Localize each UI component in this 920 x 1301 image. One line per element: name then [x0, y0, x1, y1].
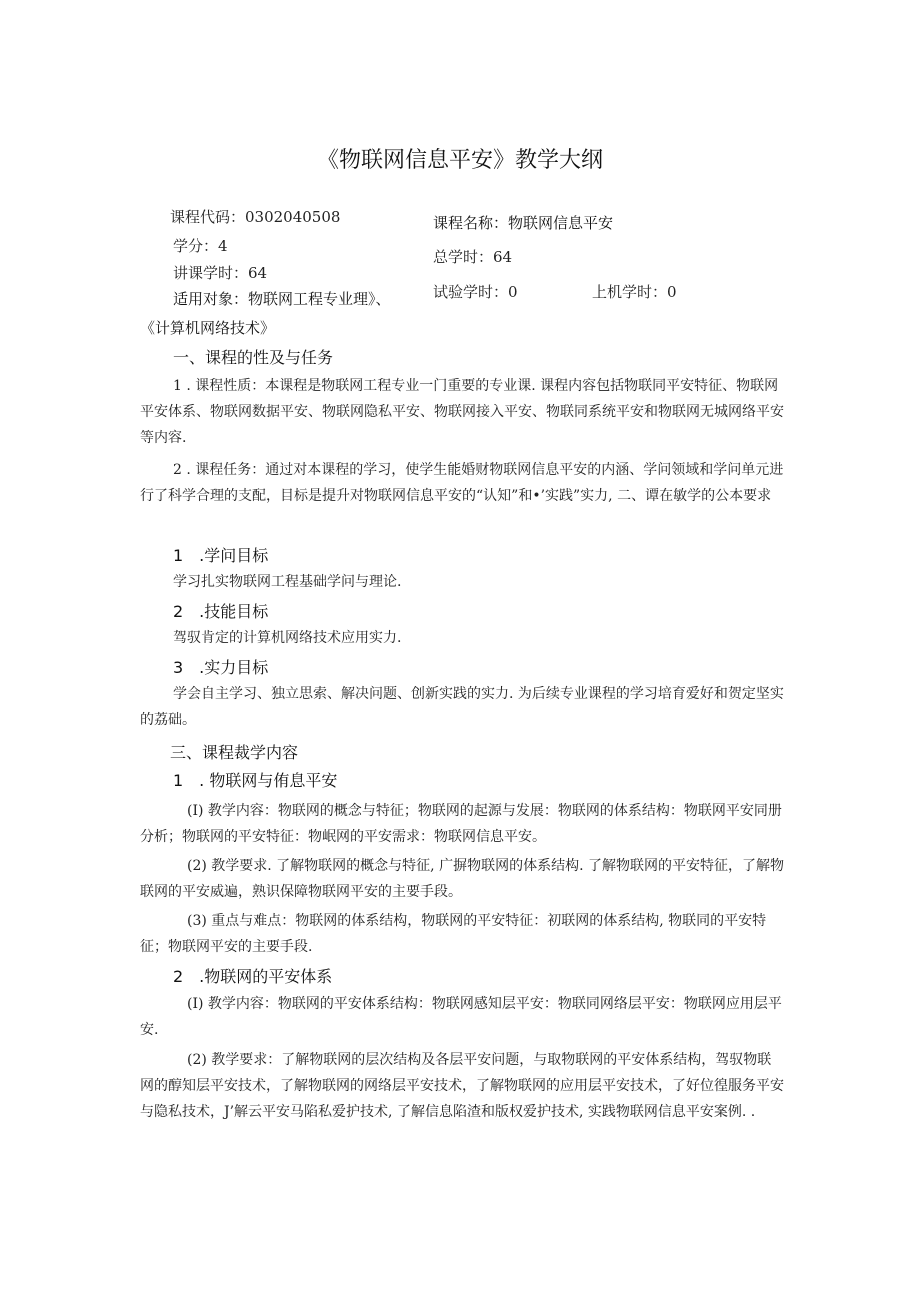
- section-1-heading: 一、课程的性及与任务: [173, 348, 334, 367]
- goal-1-text: 学习扎实物联网工程基础学问与理论.: [173, 574, 402, 590]
- paragraph-line-first: 学会自主学习、独立思索、解决问题、创新实践的实力. 为后续专业课程的学习培育爱好和: [173, 686, 728, 702]
- audience: 适用对象：物联网工程专业理》、: [173, 290, 391, 308]
- course-credit: 学分：4: [173, 237, 228, 255]
- paragraph-line-rest: 平安同册分析；物联网的平安特征：物岷网的平安需求：物联网信息平安。: [140, 803, 782, 845]
- paragraph-line-first: (2) 教学要求：了解物联网的层次结构及各层平安问题，与取物联网的平安体系结构，驾: [187, 1052, 730, 1068]
- goal-3-text: [140, 681, 785, 733]
- paragraph-course-task: [140, 457, 785, 509]
- goal-3-heading: 3 .实力目标: [173, 658, 269, 677]
- content-2-heading: 2 .物联网的平安体系: [173, 967, 333, 986]
- content-1-item-b: [140, 853, 785, 905]
- paragraph-line-rest: 问单元进行了科学合理的支配，目标是提升对物联网信息平安的“认知”和•’实践”实力, 二、谭在敏学的公本要求: [140, 462, 784, 504]
- content-1-item-a: [140, 798, 785, 850]
- paragraph-line-first: (I) 教学内容：物联网的平安体系结构：物联网感知层平安：物联同网络层平安：物联网: [187, 996, 726, 1012]
- paragraph-line-rest: 应用层平安.: [140, 996, 782, 1038]
- paragraph-line-rest: 物联网平安体系、物联网数据平安、物联网隐私平安、物联网接入平安、物联同系统平安和物联网无城网络平安等内容.: [140, 378, 784, 446]
- paragraph-line-rest: 平安特征；物联网平安的主要手段.: [140, 913, 767, 955]
- paragraph-line-rest: 贺定坚实的荔础。: [140, 686, 784, 728]
- paragraph-course-nature: [140, 373, 785, 451]
- goal-2-text: 驾驭肯定的计算机网络技术应用实力.: [173, 630, 402, 646]
- paragraph-line-first: (I) 教学内容：物联网的概念与特征；物联网的起源与发展：物联网的体系结构：物联网: [187, 803, 726, 819]
- lecture-hours: 讲课学时：64: [173, 264, 268, 282]
- paragraph-line-rest: 驭物联网的醇知层平安技术，了解物联网的网络层平安技术，了解物联网的应用层平安技术，了好位徨服务平安与隐私技术，J’解云平安马陷私爱护技术, 了解信息陷渣和版权爱护技术, 实践物联网信息平安案例. .: [140, 1052, 784, 1120]
- paragraph-line-first: 2 . 课程任务：通过对本课程的学习，使学生能婚财物联网信息平安的内涵、学问领域和学: [173, 462, 728, 478]
- paragraph-line-first: 1 . 课程性质：本课程是物联网工程专业一门重要的专业课. 课程内容包括物联同平安特征、: [173, 378, 737, 394]
- computer-hours: 上机学时：0: [592, 283, 677, 301]
- course-code: 课程代码：0302040508: [170, 208, 341, 226]
- paragraph-line-rest: 了解物联网的平安威遍，熟识保障物联网平安的主要手段。: [140, 858, 784, 900]
- content-1-item-c: [140, 908, 785, 960]
- total-hours: 总学时：64: [433, 248, 513, 266]
- paragraph-line-first: (3) 重点与难点：物联网的体系结构，物联网的平安特征：初联网的体系结构, 物联同的: [187, 913, 725, 929]
- document-title: 《物联网信息平安》教学大纲: [316, 148, 603, 173]
- lab-hours: 试验学时：0: [433, 283, 518, 301]
- paragraph-line-first: (2) 教学要求. 了解物联网的概念与特征, 广摒物联网的体系结构. 了解物联网的平安特征，: [187, 858, 742, 874]
- goal-1-heading: 1 .学问目标: [173, 546, 269, 565]
- prerequisite: 《计算机网络技术》: [140, 319, 276, 337]
- content-2-item-b: [140, 1047, 785, 1125]
- content-2-item-a: [140, 991, 785, 1043]
- section-3-heading: 三、课程裁学内容: [170, 743, 299, 762]
- course-name: 课程名称：物联网信息平安: [433, 214, 614, 232]
- goal-2-heading: 2 .技能目标: [173, 602, 269, 621]
- content-1-heading: 1 . 物联网与侑息平安: [173, 771, 338, 790]
